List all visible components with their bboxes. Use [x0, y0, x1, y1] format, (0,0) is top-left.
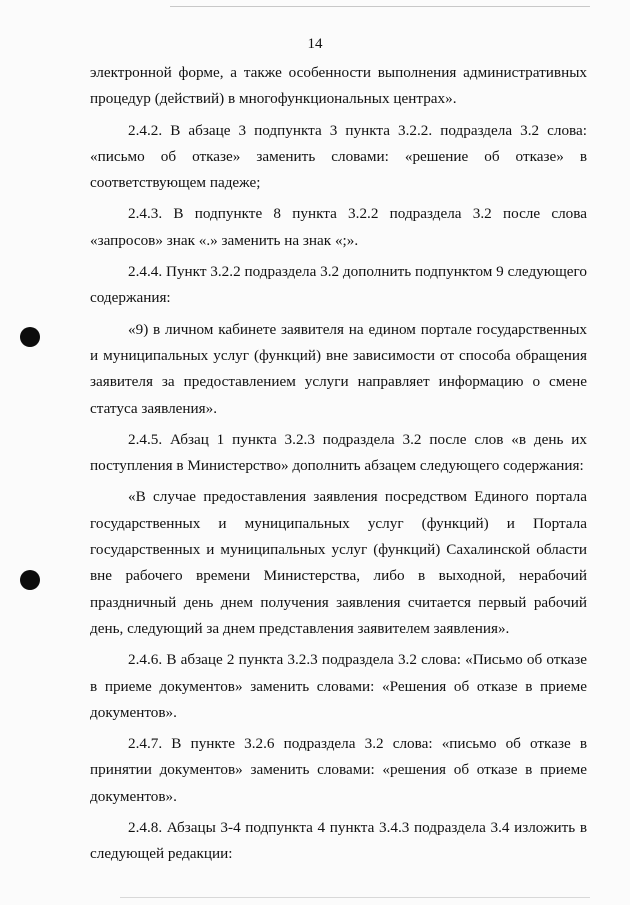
paragraph-2-4-2: 2.4.2. В абзаце 3 подпункта 3 пункта 3.2.2. подраздела 3.2 слова: «письмо об отказе» заменить словами: «решение об отказе» в соответствующем падеже;	[90, 121, 587, 192]
paragraph-2-4-6: 2.4.6. В абзаце 2 пункта 3.2.3 подраздела 3.2 слова: «Письмо об отказе в приеме документов» заменить словами: «Решения об отказе в приеме документов».	[90, 651, 587, 721]
scan-bottom-edge	[120, 897, 590, 898]
paragraph-2-4-7: 2.4.7. В пункте 3.2.6 подраздела 3.2 слова: «письмо об отказе в принятии документов» заменить словами: «решения об отказе в приеме документов».	[90, 735, 587, 805]
paragraph-quote-portal: «В случае предоставления заявления посредством Единого портала государственных и муниципальных услуг (функций) и Портала государственных и муниципальных услуг (функций) Сахалинской области вне рабочего времени Министерства, либо в выходной, нерабочий праздничный день днем получения заявления считается первый рабочий день, следующий за днем представления заявителем заявления».	[90, 488, 587, 637]
page-number: 14	[307, 36, 323, 52]
paragraph-2-4-5: 2.4.5. Абзац 1 пункта 3.2.3 подраздела 3.2 после слов «в день их поступления в Министерство» дополнить абзацем следующего содержания:	[90, 430, 587, 475]
binder-hole-mark	[20, 570, 40, 590]
paragraph-2-4-3: 2.4.3. В подпункте 8 пункта 3.2.2 подраздела 3.2 после слова «запросов» знак «.» заменить на знак «;».	[90, 205, 587, 249]
paragraph-2-4-8: 2.4.8. Абзацы 3-4 подпункта 4 пункта 3.4.3 подраздела 3.4 изложить в следующей редакции:	[90, 819, 587, 863]
scan-top-edge	[170, 6, 590, 7]
paragraph-quote-9: «9) в личном кабинете заявителя на едином портале государственных и муниципальных услуг (функций) вне зависимости от способа обращения заявителя за предоставлением услуги направляет информацию о смене статуса заявления».	[90, 320, 587, 417]
binder-hole-mark	[20, 327, 40, 347]
paragraph-continuation: электронной форме, а также особенности выполнения административных процедур (действий) в многофункциональных центрах».	[90, 64, 587, 108]
document-body	[90, 60, 587, 868]
paragraph-2-4-4: 2.4.4. Пункт 3.2.2 подраздела 3.2 дополнить подпунктом 9 следующего содержания:	[90, 263, 587, 307]
